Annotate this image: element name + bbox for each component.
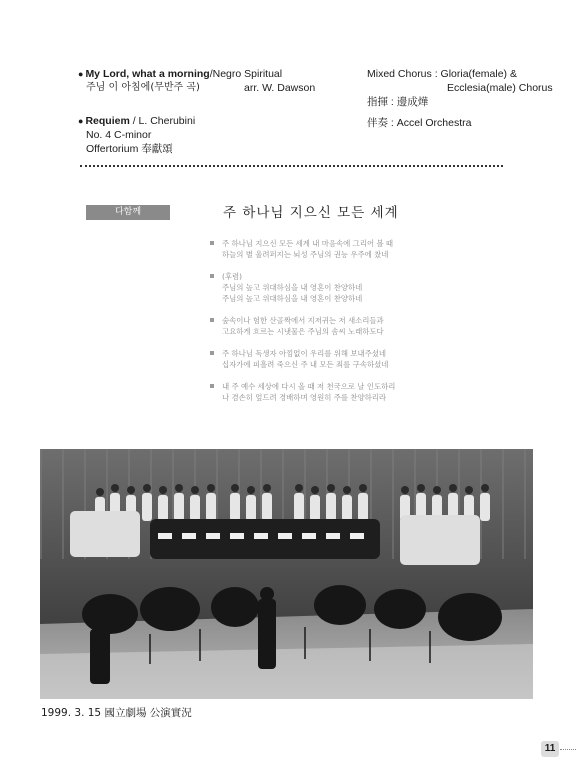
program-item-1-slash: / [209,68,213,80]
conductor: 指揮 : 邊成燁 [367,96,429,108]
program-item-2-movement: No. 4 C-minor [86,129,152,141]
program-item-2-composer: / L. Cherubini [129,115,196,127]
verse-line: 내 주 예수 세상에 다시 올 때 저 천국으로 날 인도하리 [222,382,396,391]
verse-line: 고요하게 흐르는 시냇물은 주님의 솜씨 노래하도다 [222,327,384,336]
chorus-line-1: Mixed Chorus : Gloria(female) & [367,68,517,80]
verse-1 [210,238,450,260]
square-bullet-icon [210,241,214,245]
verse-refrain [210,271,450,304]
photo-caption: 1999. 3. 15 國立劇場 公演實況 [41,707,192,719]
program-item-1-style: Negro Spiritual [212,68,283,80]
chorus-line-2: Ecclesia(male) Chorus [447,82,553,94]
bullet-icon: ● [78,69,84,79]
verse-line: 주님의 높고 위대하심을 내 영혼이 찬양하네 [222,283,363,292]
program-item-2-title-line [78,114,195,128]
square-bullet-icon [210,351,214,355]
program-item-2-title: Requiem [85,115,130,127]
program-item-1-korean-title: 주님 이 아침에(무반주 곡) [86,82,200,93]
verse-line: 주 하나님 독생자 아낌없이 우리를 위해 보내주셨네 [222,349,387,358]
program-item-1-arranger: arr. W. Dawson [244,82,316,94]
verse-4 [210,381,450,403]
concert-photo-illustration [40,449,533,699]
bullet-icon: ● [78,116,84,126]
verse-line: 나 겸손히 엎드려 경배하며 영원히 주를 찬양하리라 [222,393,387,402]
verse-line: 숲속이나 험한 산골짝에서 지저귀는 저 새소리들과 [222,316,384,325]
program-item-1-title: My Lord, what a morning [85,68,210,80]
hymn-verses [210,238,450,414]
section-divider [80,165,503,167]
square-bullet-icon [210,384,214,388]
square-bullet-icon [210,274,214,278]
verse-line: 하늘의 별 울려퍼지는 뇌성 주님의 권능 우주에 찼네 [222,250,389,259]
square-bullet-icon [210,318,214,322]
hymn-label: 다함께 [86,205,170,220]
verse-line: 주 하나님 지으신 모든 세계 내 마음속에 그리어 볼 때 [222,239,394,248]
page-number-dots [560,749,576,750]
verse-line: 십자가에 피흘려 죽으신 주 내 모든 죄를 구속하셨네 [222,360,389,369]
verse-3 [210,348,450,370]
hymn-title: 주 하나님 지으신 모든 세계 [223,205,399,221]
verse-line: 주님의 높고 위대하심을 내 영혼이 찬양하네 [222,294,363,303]
program-item-1-title-line [78,67,282,81]
concert-photo [40,449,533,699]
verse-line: (후렴) [222,272,243,281]
program-item-2-part: Offertorium 奉獻頌 [86,143,173,155]
page-number: 11 [541,741,559,757]
orchestra: 伴奏 : Accel Orchestra [367,117,472,129]
verse-2 [210,315,450,337]
